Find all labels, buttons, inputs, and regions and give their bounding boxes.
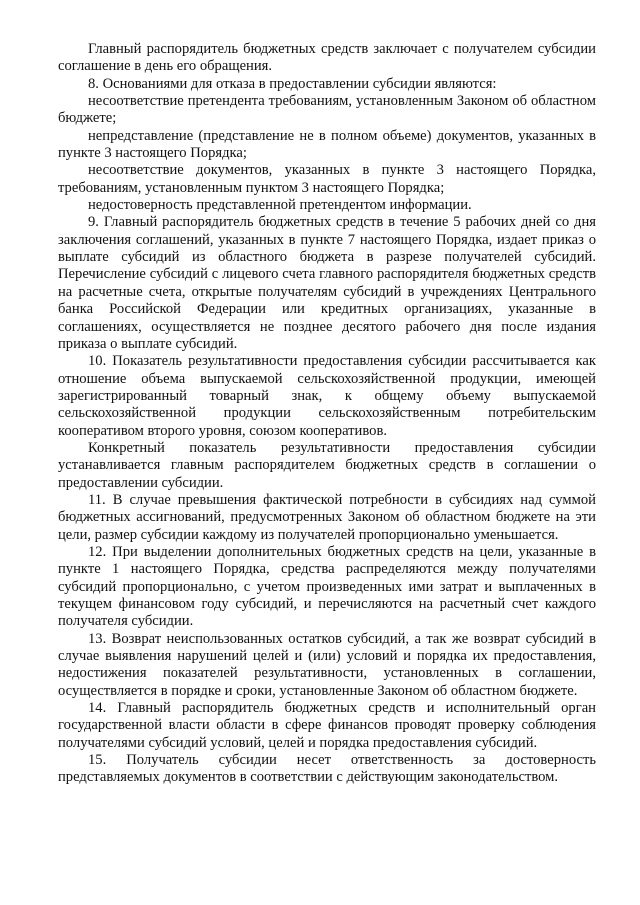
paragraph-refusal-item-2: непредставление (представление не в полном объеме) документов, указанных в пункте 3 настоящего Порядка; — [58, 127, 596, 162]
paragraph-12-additional-funds: 12. При выделении дополнительных бюджетных средств на цели, указанные в пункте 1 настоящего Порядка, средства распределяются между получателями субсидий пропорционально, с учетом произведенных ими затрат и выплаченных в текущем финансовом году субсидий, и перечисляются на расчетный счет каждого получателя субсидии. — [58, 543, 596, 630]
paragraph-10-performance-indicator: 10. Показатель результативности предоставления субсидии рассчитывается как отношение объема выпускаемой сельскохозяйственной продукции, имеющей зарегистрированный товарный знак, к общему объему выпускаемой сельскохозяйственной продукции сельскохозяйственным потребительским кооперативом второго уровня, союзом кооперативов. — [58, 353, 596, 439]
paragraph-9-payment-order: 9. Главный распорядитель бюджетных средств в течение 5 рабочих дней со дня заключения соглашений, указанных в пункте 7 настоящего Порядка, издает приказ о выплате субсидий из областного бюджета в разрезе получателей субсидий. Перечисление субсидий с лицевого счета главного распорядителя бюджетных средств на расчетные счета, открытые получателям субсидий в учреждениях Центрального банка Российской Федерации или кредитных организациях, указанные в соглашениях, осуществляется не позднее десятого рабочего дня после издания приказа о выплате субсидий. — [58, 214, 596, 352]
paragraph-refusal-item-1: несоответствие претендента требованиям, установленным Законом об областном бюджете; — [58, 93, 596, 127]
paragraph-refusal-item-3: несоответствие документов, указанных в пункте 3 настоящего Порядка, требованиям, установленным пунктом 3 настоящего Порядка; — [58, 162, 596, 196]
paragraph-specific-indicator: Конкретный показатель результативности предоставления субсидии устанавливается главным распорядителем бюджетных средств в соглашении о предоставлении субсидии. — [58, 439, 596, 491]
paragraph-8-refusal-grounds: 8. Основаниями для отказа в предоставлении субсидии являются: — [88, 75, 497, 92]
paragraph-15-responsibility: 15. Получатель субсидии несет ответственность за достоверность представляемых документов в соответствии с действующим законодательством. — [58, 752, 596, 786]
document-page — [58, 41, 596, 787]
paragraph-refusal-item-4: недостоверность представленной претендентом информации. — [88, 197, 472, 214]
paragraph-13-return: 13. Возврат неиспользованных остатков субсидий, а так же возврат субсидий в случае выявления нарушений целей и (или) условий и порядка их предоставления, недостижения показателей результативности, установленных в соглашении, осуществляется в порядке и сроки, установленные Законом об областном бюджете. — [58, 630, 596, 699]
paragraph-agreement: Главный распорядитель бюджетных средств заключает с получателем субсидии соглашение в день его обращения. — [58, 41, 596, 75]
paragraph-14-inspection: 14. Главный распорядитель бюджетных средств и исполнительный орган государственной власти области в сфере финансов проводят проверку соблюдения получателями субсидий условий, целей и порядка предоставления субсидий. — [58, 700, 596, 751]
paragraph-11-excess-demand: 11. В случае превышения фактической потребности в субсидиях над суммой бюджетных ассигнований, предусмотренных Законом об областном бюджете на эти цели, размер субсидии каждому из получателей пропорционально уменьшается. — [58, 491, 596, 543]
